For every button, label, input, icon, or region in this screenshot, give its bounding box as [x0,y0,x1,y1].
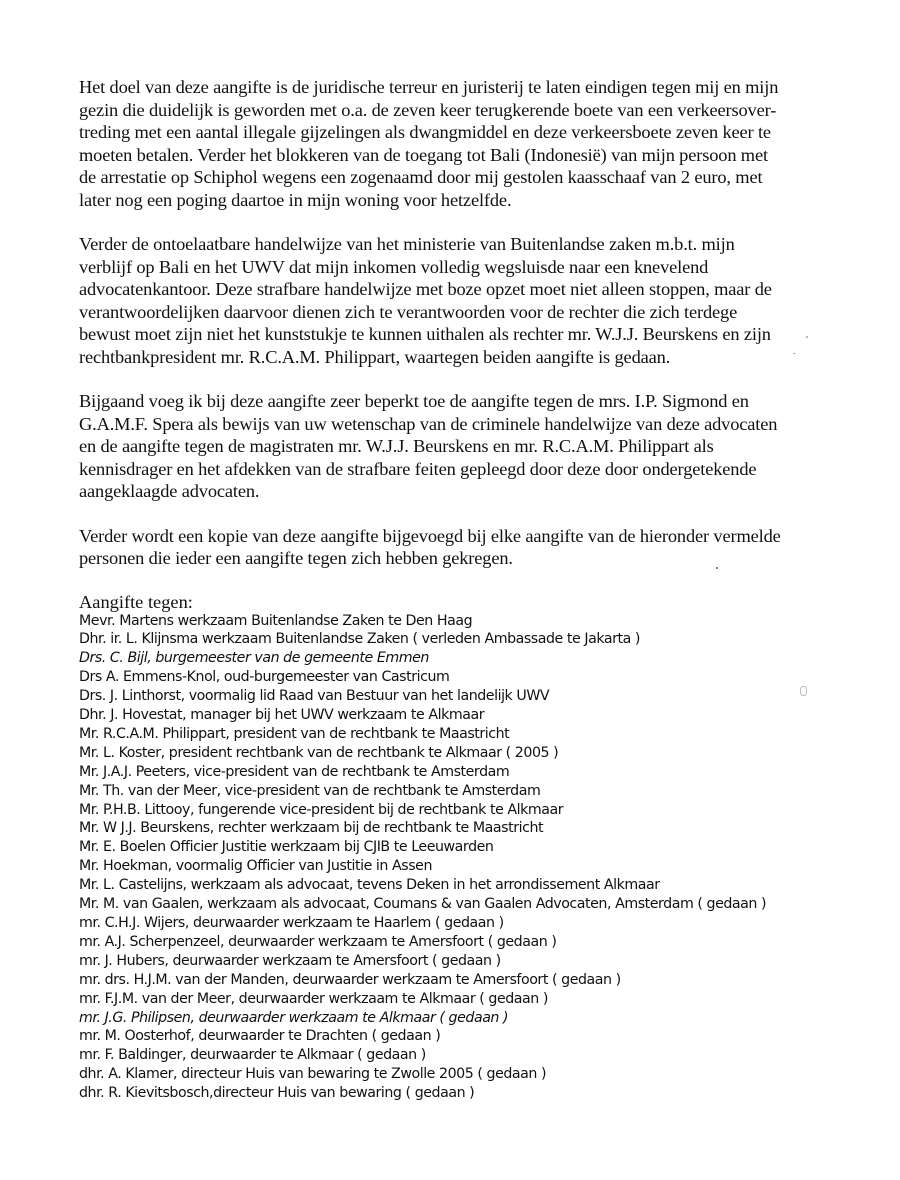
list-item: Mr. P.H.B. Littooy, fungerende vice-president bij de rechtbank te Alkmaar [79,801,564,818]
text-line: G.A.M.F. Spera als bewijs van uw wetenschap van de criminele handelwijze van deze advocaten [79,413,778,434]
text-line: Verder de ontoelaatbare handelwijze van het ministerie van Buitenlandse zaken m.b.t. mijn [79,234,735,254]
list-item: Drs. C. Bijl, burgemeester van de gemeente Emmen [79,650,429,667]
list-item: Mr. E. Boelen Officier Justitie werkzaam bij CJIB te Leeuwarden [79,839,494,856]
list-item: Mr. M. van Gaalen, werkzaam als advocaat, Coumans & van Gaalen Advocaten, Amsterdam ( gedaan ) [79,896,767,913]
scan-speck [800,686,807,696]
scan-speck [716,567,718,569]
list-item: Mr. R.C.A.M. Philippart, president van de rechtbank te Maastricht [79,725,510,742]
list-item: mr. F.J.M. van der Meer, deurwaarder werkzaam te Alkmaar ( gedaan ) [79,990,548,1007]
list-item: mr. C.H.J. Wijers, deurwaarder werkzaam te Haarlem ( gedaan ) [79,915,504,931]
text-line: personen die ieder een aangifte tegen zich hebben gekregen. [79,548,513,568]
text-line: bewust moet zijn niet het kunststukje te kunnen uithalen als rechter mr. W.J.J. Beurskens en zijn [79,324,771,344]
document-page [79,76,839,1103]
list-item: mr. M. Oosterhof, deurwaarder te Drachten ( gedaan ) [79,1028,441,1045]
list-item: Drs. J. Linthorst, voormalig lid Raad van Bestuur van het landelijk UWV [79,688,550,705]
text-line: verblijf op Bali en het UWV dat mijn inkomen volledig wegsluisde naar een knevelend [79,256,709,277]
text-line: de arrestatie op Schiphol wegens een zogenaamd door mij gestolen kaasschaaf van 2 euro, met [79,167,763,187]
list-item: Mr. Hoekman, voormalig Officier van Justitie in Assen [79,858,432,875]
list-item: mr. J.G. Philipsen, deurwaarder werkzaam te Alkmaar ( gedaan ) [79,1009,509,1026]
list-item: Drs A. Emmens-Knol, oud-burgemeester van Castricum [79,669,450,686]
list-item: Mr. W J.J. Beurskens, rechter werkzaam bij de rechtbank te Maastricht [79,820,544,837]
text-line: kennisdrager en het afdekken van de strafbare feiten gepleegd door deze door ondergetekende [79,458,757,479]
list-item: Dhr. J. Hovestat, manager bij het UWV werkzaam te Alkmaar [79,707,485,724]
list-item: mr. A.J. Scherpenzeel, deurwaarder werkzaam te Amersfoort ( gedaan ) [79,933,557,950]
text-line: verantwoordelijken daarvoor dienen zich te verantwoorden voor de rechter die zich terdege [79,301,738,322]
paragraph-copy-notice [79,525,839,570]
scan-speck [793,353,796,354]
list-heading: Aangifte tegen: [79,591,193,612]
text-line: en de aangifte tegen de magistraten mr. W.J.J. Beurskens en mr. R.C.A.M. Philippart als [79,436,714,456]
list-item: mr. F. Baldinger, deurwaarder te Alkmaar ( gedaan ) [79,1047,426,1064]
list-item: mr. drs. H.J.M. van der Manden, deurwaarder werkzaam te Amersfoort ( gedaan ) [79,971,621,988]
text-line: moeten betalen. Verder het blokkeren van de toegang tot Bali (Indonesië) van mijn persoon met [79,144,768,165]
accused-list [79,612,839,1104]
list-item: Mr. L. Koster, president rechtbank van de rechtbank te Alkmaar ( 2005 ) [79,744,559,761]
text-line: later nog een poging daartoe in mijn woning voor hetzelfde. [79,189,512,210]
text-line: rechtbankpresident mr. R.C.A.M. Philippart, waartegen beiden aangifte is gedaan. [79,346,671,367]
text-line: Het doel van deze aangifte is de juridische terreur en juristerij te laten eindigen tegen mij en mijn [79,77,779,97]
scan-speck [806,336,808,338]
list-item: Mr. L. Castelijns, werkzaam als advocaat, tevens Deken in het arrondissement Alkmaar [79,877,660,894]
list-item: Mevr. Martens werkzaam Buitenlandse Zaken te Den Haag [79,612,473,629]
list-item: Mr. Th. van der Meer, vice-president van de rechtbank te Amsterdam [79,782,541,799]
text-line: treding met een aantal illegale gijzelingen als dwangmiddel en deze verkeersboete zeven keer te [79,122,771,142]
text-line: advocatenkantoor. Deze strafbare handelwijze met boze opzet moet niet alleen stoppen, maar de [79,279,772,299]
text-line: Verder wordt een kopie van deze aangifte bijgevoegd bij elke aangifte van de hieronder vermelde [79,525,781,546]
paragraph-ministry [79,233,839,368]
list-item: Mr. J.A.J. Peeters, vice-president van de rechtbank te Amsterdam [79,763,510,780]
text-line: aangeklaagde advocaten. [79,481,260,501]
paragraph-purpose [79,76,839,211]
list-item: dhr. R. Kievitsbosch,directeur Huis van bewaring ( gedaan ) [79,1085,475,1102]
list-item: dhr. A. Klamer, directeur Huis van bewaring te Zwolle 2005 ( gedaan ) [79,1066,547,1083]
text-line: gezin die duidelijk is geworden met o.a. de zeven keer terugkerende boete van een verkeersover- [79,99,777,120]
list-item: mr. J. Hubers, deurwaarder werkzaam te Amersfoort ( gedaan ) [79,952,501,969]
list-item: Dhr. ir. L. Klijnsma werkzaam Buitenlandse Zaken ( verleden Ambassade te Jakarta ) [79,631,640,648]
text-line: Bijgaand voeg ik bij deze aangifte zeer beperkt toe de aangifte tegen de mrs. I.P. Sigmond en [79,391,749,411]
paragraph-attachment [79,390,839,503]
